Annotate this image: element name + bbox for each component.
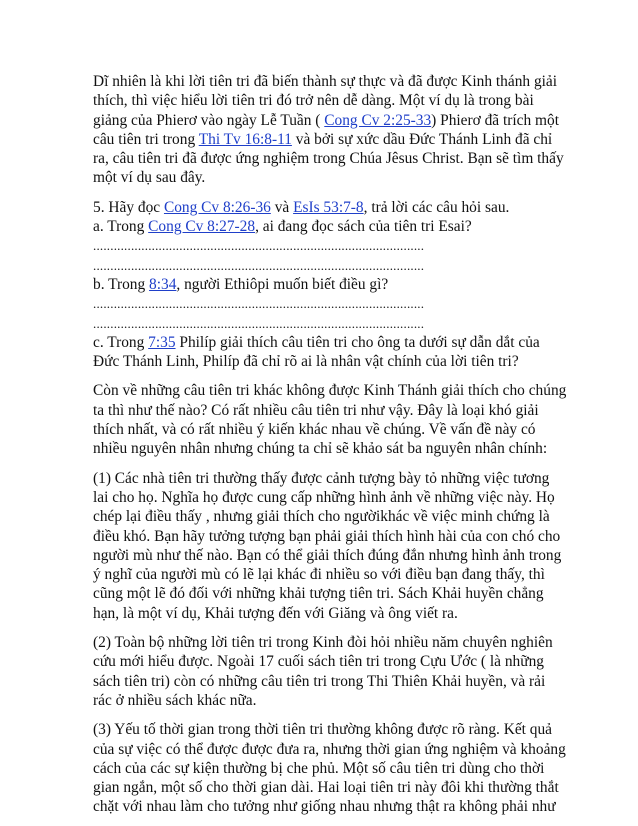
text-segment: c. Trong	[93, 333, 149, 351]
text-line: cứu mới hiểu được. Ngoài 17 cuối sách tiên tri trong Cựu Ước ( là những	[93, 653, 544, 671]
question-5a	[93, 217, 578, 236]
text-segment: câu tiên tri trong	[93, 130, 199, 148]
answer-line[interactable]: ................................................................................................	[93, 238, 425, 254]
scripture-link-acts-8-27[interactable]: Cong Cv 8:27-28	[148, 218, 256, 236]
scripture-link-8-34[interactable]: 8:34	[149, 275, 177, 293]
text-line: cách của các sự kiện thường bị che phủ. Một số câu tiên tri dùng cho thời	[93, 759, 545, 777]
text-line: ta thì như thế nào? Có rất nhiều câu tiên tri như vậy. Đây là loại khó giải	[93, 401, 539, 419]
text-line: chép lại điều thấy , nhưng giải thích cho ngườikhác về việc minh chứng là	[93, 508, 550, 526]
text-line: rác ở nhiều sách khác nữa.	[93, 691, 257, 709]
answer-line[interactable]: ................................................................................................	[93, 315, 425, 331]
text-line: điều khó. Bạn hãy tưởng tượng bạn phải giải thích hình hài của con chó cho	[93, 527, 561, 545]
text-line	[93, 130, 578, 149]
text-segment: giảng của Phierơ vào ngày Lễ Tuần (	[93, 111, 325, 129]
text-line: lai cho họ. Nghĩa họ được cung cấp những hình ảnh về những việc này. Họ	[93, 488, 555, 506]
text-line: (3) Yếu tố thời gian trong thời tiên tri thường không được rõ ràng. Kết quả	[93, 721, 552, 739]
text-line: nhiều nguyên nhân nhưng chúng ta chỉ sẽ khảo sát ba nguyên nhân chính:	[93, 440, 548, 458]
text-segment: a. Trong	[93, 218, 149, 236]
text-line: thích nhất, và có rất nhiều ý kiến khác nhau về chúng. Về vấn đề này có	[93, 421, 536, 439]
text-line	[93, 111, 578, 130]
text-line: (1) Các nhà tiên tri thường thấy được cảnh tượng bày tỏ những việc tương	[93, 469, 550, 487]
scripture-link-isaiah-53[interactable]: EsIs 53:7-8	[293, 198, 364, 216]
paragraph-reason-1	[93, 469, 578, 623]
paragraph-reason-3	[93, 720, 578, 816]
text-line: một ví dụ sau đây.	[93, 169, 206, 187]
text-line: gian ngắn, một số cho thời gian dài. Hai loại tiên tri này đôi khi thường thắt	[93, 779, 559, 797]
text-segment: , người Ethiôpi muốn biết điều gì?	[176, 275, 389, 293]
answer-line[interactable]: ................................................................................................	[93, 257, 425, 273]
text-segment: và bởi sự xức dầu Đức Thánh Linh đã chỉ	[291, 130, 553, 148]
paragraph-reason-2	[93, 633, 578, 710]
text-line: của sự việc có thể được được đưa ra, nhưng thời gian ứng nghiệm và khoảng	[93, 740, 566, 758]
question-5b	[93, 275, 578, 294]
text-segment: 5. Hãy đọc	[93, 198, 164, 216]
text-line: chặt với nhau làm cho tưởng như giống nhau nhưng thật ra không phải như	[93, 798, 556, 816]
scripture-link-psalm-16[interactable]: Thi Tv 16:8-11	[198, 130, 292, 148]
text-line: Còn về những câu tiên tri khác không được Kinh Thánh giải thích cho chúng	[93, 382, 567, 400]
text-line: hạn, là một ví dụ, Khải tượng đến với Giăng và ông viết ra.	[93, 604, 458, 622]
answer-line[interactable]: ................................................................................................	[93, 296, 425, 312]
scripture-link-7-35[interactable]: 7:35	[148, 333, 176, 351]
text-segment: , ai đang đọc sách của tiên tri Esai?	[255, 218, 472, 236]
text-line: ý nghĩ của người mù có lẽ lại khác đi nhiều so với điều bạn đang thấy, thì	[93, 566, 545, 584]
text-segment: Philíp giải thích câu tiên tri cho ông ta dưới sự dẫn dắt của	[175, 333, 540, 351]
text-segment: , trả lời các câu hỏi sau.	[363, 198, 510, 216]
scripture-link-acts-2[interactable]: Cong Cv 2:25-33	[324, 111, 432, 129]
text-segment: b. Trong	[93, 275, 150, 293]
question-5c	[93, 333, 578, 352]
paragraph-other-prophecies	[93, 381, 578, 458]
question-5-block	[93, 198, 578, 372]
text-segment: ) Phierơ đã trích một	[431, 111, 559, 129]
text-line: Đức Thánh Linh, Philíp đã chỉ rõ ai là nhân vật chính của lời tiên tri?	[93, 353, 519, 371]
text-line: người mù như thế nào. Bạn có thể giải thích đúng đắn nhưng hình ảnh trong	[93, 546, 562, 564]
scripture-link-acts-8[interactable]: Cong Cv 8:26-36	[163, 198, 271, 216]
text-line: thích, thì việc hiểu lời tiên tri đó trở nên dễ dàng. Một ví dụ là trong bài	[93, 92, 534, 110]
text-line: sách tiên tri) còn có những câu tiên tri trong Thi Thiên Khải huyền, và rải	[93, 672, 546, 690]
text-line: ra, câu tiên tri đã được ứng nghiệm trong Chúa Jêsus Christ. Bạn sẽ tìm thấy	[93, 150, 564, 168]
text-line: (2) Toàn bộ những lời tiên tri trong Kinh đòi hỏi nhiều năm chuyên nghiên	[93, 634, 553, 652]
text-line: Dĩ nhiên là khi lời tiên tri đã biến thành sự thực và đã được Kinh thánh giải	[93, 73, 558, 90]
intro-paragraph	[93, 72, 578, 188]
question-5-heading	[93, 198, 578, 217]
text-line: cũng một lẽ đó đối với những khải tượng tiên tri. Sách Khải huyền chẳng	[93, 585, 544, 603]
text-segment: và	[270, 198, 294, 216]
